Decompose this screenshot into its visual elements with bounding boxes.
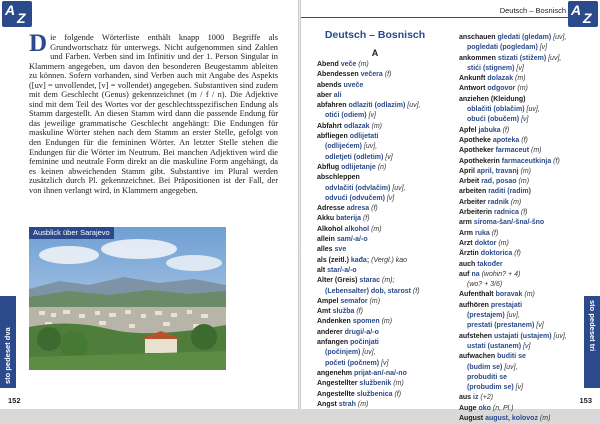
side-tab-label: sto pedeset dva (3, 327, 12, 384)
bosnian-translation: sam/-a/-o (336, 236, 368, 244)
glossary-entry (317, 390, 457, 400)
glossary-entry (459, 146, 584, 156)
glossary-entry (317, 91, 457, 101)
german-word: Andenken (317, 318, 351, 326)
glossary-entry (317, 163, 457, 173)
german-word: Aufenthalt (459, 291, 494, 299)
bosnian-translation: radnica (494, 209, 519, 217)
german-word: Arbeiter (459, 198, 486, 206)
glossary-entry (459, 126, 584, 136)
german-word: Ampel (317, 297, 339, 305)
german-word: abfliegen (317, 133, 348, 141)
glossary-entry (317, 60, 457, 70)
german-word: anschauen (459, 34, 496, 41)
grammar-note: [v] (381, 359, 389, 367)
grammar-note: (m) (515, 75, 526, 83)
german-word: abfahren (317, 102, 347, 110)
german-word: auch (459, 260, 476, 268)
glossary-entry (317, 400, 457, 410)
grammar-note: [v] (523, 342, 531, 350)
grammar-note: (f) (502, 126, 510, 134)
glossary-entry (317, 348, 457, 358)
german-word: aufwachen (459, 353, 496, 361)
glossary-entry (459, 290, 584, 300)
grammar-note: (f) (394, 390, 402, 398)
grammar-note: (m) (539, 414, 551, 422)
grammar-note: (f) (521, 136, 528, 144)
german-word: Angestellter (317, 380, 358, 388)
bosnian-translation: počinjati (350, 339, 379, 347)
german-word: abends (317, 81, 342, 89)
bosnian-translation: oko (478, 404, 491, 412)
german-word: Apothekerin (459, 157, 500, 165)
landscape-illustration (29, 227, 226, 370)
bosnian-translation: odlijetati (349, 133, 379, 141)
grammar-note: (f) (412, 287, 420, 295)
glossary-entry (459, 208, 584, 218)
drop-cap: D (29, 30, 48, 57)
grammar-note: (m) (531, 147, 542, 155)
grammar-note: (f) (356, 308, 363, 316)
bosnian-translation: dolazak (487, 75, 514, 83)
bosnian-translation: odvlačiti (odvlačim) (325, 184, 391, 192)
glossary-entry (459, 115, 584, 125)
glossary-entry (317, 142, 457, 152)
glossary-entry (459, 404, 584, 414)
german-word: August (459, 414, 484, 422)
bosnian-translation: početi (počnem) (325, 359, 380, 367)
german-word: abschleppen (317, 174, 360, 182)
glossary-entry (459, 136, 584, 146)
bosnian-translation: prestati (prestanem) (467, 322, 535, 330)
glossary-entry (317, 70, 457, 80)
intro-text: ie folgende Wörterliste enthält knapp 1000 Begriffe als Grundwortschatz für unterwegs. Nicht aufgenommen sind Zahlen und Farben. Verben sind im Infinitiv und der 1. Person Singular in Klammern angegeben, um davon den besonderen Beugestamm ableiten zu können. Sofern vorhanden, sind Verben auch mit Angabe des Aspekts ([uv] = unvollendet, [v] = vollendet) angegeben. Substantiven sind zudem mit dem Geschlecht (Genus) gekennzeichnet (m / f / n). Die Adjektive sind mit dem Teil des Wortes vor der geschlechtsspezifischen Endung als Stamm dargestellt. An diesen Stamm wird dann die passende Endung für das jeweilige grammatische Geschlecht angehängt: Die Endungen für maskuline Wörter stehen nach dem Stamm an erster Stelle, gefolgt von den Endungen für die femininen Wörter. An letzter Stelle stehen die Endungen für die Wörter im Neutrum. Bei manchen Adjektiven wird die feminine und neutrale Form direkt an die maskuline Form angehängt, da es keinen abweichenden Stamm gibt. Substantive im Plural werden zusätzlich durch Pl. gekennzeichnet. Bei Präpositionen ist der Fall, der von ihnen verlangt wird, in Klammern angegeben. (29, 33, 278, 195)
german-word: alt (317, 266, 326, 274)
bosnian-translation: odletjeti (odletim) (325, 153, 384, 161)
german-word: Auge (459, 404, 477, 412)
bosnian-translation: august, kolovoz (485, 414, 538, 422)
right-page (301, 0, 600, 422)
logo-letter-z: Z (583, 10, 592, 26)
bosnian-translation: april, travanj (476, 167, 519, 175)
glossary-entry (317, 245, 457, 255)
glossary-entry (459, 229, 584, 239)
glossary-entry (459, 332, 584, 342)
glossary-entry (317, 225, 457, 235)
german-word: Ankunft (459, 75, 486, 83)
german-word: Akku (317, 215, 335, 223)
glossary-entry (317, 369, 457, 379)
german-word: Abfahrt (317, 122, 342, 130)
glossary-entry (317, 194, 457, 204)
bosnian-translation: obući (obučem) (467, 116, 520, 124)
glossary-entry (459, 249, 584, 259)
letter-heading: A (371, 48, 379, 58)
bosnian-translation: stići (stignem) (467, 64, 515, 72)
bosnian-translation: farmaceutkinja (501, 157, 552, 165)
glossary-entry (459, 363, 584, 373)
page-number-left: 152 (8, 396, 21, 405)
grammar-note: [uv], (506, 312, 520, 320)
grammar-note: (m) (357, 400, 369, 408)
german-word: anderer (317, 328, 343, 336)
bosnian-translation: rad, posao (481, 178, 517, 186)
glossary-entry (459, 33, 584, 43)
german-word: alles (317, 246, 333, 254)
az-logo (2, 1, 32, 27)
glossary-entry (459, 393, 584, 403)
bosnian-translation: (Lebensalter) dob, starost (325, 287, 411, 295)
grammar-note: (f) (371, 205, 378, 213)
german-word: aufstehen (459, 332, 493, 340)
bosnian-translation: odgovor (487, 85, 516, 93)
grammar-note: [v] (516, 64, 524, 72)
glossary-entry (317, 153, 457, 163)
glossary-entry (459, 383, 584, 393)
bosnian-translation: doktor (474, 239, 497, 247)
side-tab-right (584, 296, 600, 388)
bosnian-translation: doktorica (480, 250, 513, 258)
glossary-entry (459, 218, 584, 228)
header-rule (301, 17, 568, 18)
bosnian-translation: ali (333, 91, 342, 99)
glossary-entry (459, 105, 584, 115)
bosnian-translation: baterija (336, 215, 361, 223)
grammar-note: [uv], (362, 349, 376, 357)
intro-paragraph (29, 30, 278, 195)
glossary-entry (317, 184, 457, 194)
bosnian-translation: spomen (352, 318, 380, 326)
glossary-entry (459, 74, 584, 84)
az-logo-right (568, 1, 598, 27)
glossary-column-2 (459, 33, 584, 424)
bosnian-translation: odlijetanje (341, 163, 376, 171)
bosnian-translation: (odlijećem) (325, 143, 362, 151)
glossary-entry (317, 276, 457, 286)
bosnian-translation: raditi (radim) (488, 188, 531, 196)
bosnian-translation: probuditi se (467, 373, 508, 381)
bosnian-translation: (prestajem) (467, 312, 505, 320)
grammar-note: (f) (553, 157, 560, 165)
glossary-entry (317, 256, 457, 266)
glossary-entry (459, 311, 584, 321)
glossary-entry (459, 95, 584, 105)
bosnian-translation: starac (359, 277, 381, 285)
glossary-entry (459, 43, 584, 53)
bosnian-translation: (probudim se) (467, 384, 514, 392)
bosnian-translation: boravak (495, 291, 523, 299)
glossary-entry (459, 239, 584, 249)
bosnian-translation: služba (332, 308, 355, 316)
glossary-entry (317, 266, 457, 276)
logo-letter-z: Z (17, 10, 26, 26)
photo-caption: Ausblick über Sarajevo (29, 227, 114, 239)
bosnian-translation: odvući (odvučem) (325, 194, 385, 202)
grammar-note: (m) (510, 198, 522, 206)
german-word: Apotheker (459, 147, 494, 155)
glossary-entry (317, 338, 457, 348)
german-word: aber (317, 91, 332, 99)
grammar-note: [uv], (363, 143, 378, 151)
bosnian-translation: star/-a/-o (327, 266, 357, 274)
grammar-note: (m) (517, 85, 528, 93)
german-word: Abend (317, 61, 339, 68)
bosnian-translation: gledati (gledam) (497, 34, 552, 41)
grammar-note: (f) (384, 71, 392, 79)
bosnian-translation: radnik (487, 198, 509, 206)
german-word: ankommen (459, 54, 496, 62)
glossary-entry (459, 321, 584, 331)
glossary-entry (459, 270, 584, 280)
running-head (301, 0, 600, 26)
bosnian-translation: semafor (340, 297, 368, 305)
bosnian-translation: buditi se (497, 353, 526, 361)
glossary-entry (459, 177, 584, 187)
grammar-note: [uv], (553, 332, 567, 340)
german-word: Ärztin (459, 250, 479, 258)
bosnian-translation: drugi/-a/-o (344, 328, 379, 336)
grammar-note: [uv], (407, 102, 421, 110)
bosnian-translation: službenica (356, 390, 393, 398)
bosnian-translation: odlaziti (odlazim) (348, 102, 406, 110)
left-page (0, 0, 298, 409)
grammar-note: (m) (381, 318, 393, 326)
glossary-entry (317, 235, 457, 245)
german-word: Amt (317, 308, 331, 316)
side-tab-label: sto pedeset tri (588, 300, 597, 352)
grammar-note: [v] (385, 153, 393, 161)
bosnian-translation: također (477, 260, 503, 268)
glossary-entry (459, 301, 584, 311)
grammar-note: (wohin? + 4) (481, 270, 521, 278)
glossary-entry (317, 132, 457, 142)
grammar-note: (m) (520, 167, 531, 175)
bosnian-translation: (počinjem) (325, 349, 361, 357)
german-word: Abflug (317, 163, 340, 171)
grammar-note: (Vergl.) kao (371, 256, 408, 264)
german-word: anziehen (Kleidung) (459, 95, 526, 103)
glossary-entry (459, 64, 584, 74)
grammar-note: (m) (369, 297, 381, 305)
bosnian-translation: uveče (343, 81, 364, 89)
grammar-note: (m) (518, 178, 530, 186)
grammar-note: [v] (368, 112, 376, 120)
logo-letter-a: A (5, 2, 16, 18)
grammar-note: (f) (514, 250, 521, 258)
german-word: Apotheke (459, 136, 491, 144)
german-word: allein (317, 236, 335, 244)
bosnian-translation: alkohol (344, 225, 370, 233)
bosnian-translation: siroma-šan/-šna/-šno (473, 219, 545, 227)
german-word: Apfel (459, 126, 477, 134)
bosnian-translation: oblačiti (oblačim) (467, 106, 525, 114)
bosnian-translation: pogledati (pogledam) (467, 44, 538, 52)
glossary-entry (459, 187, 584, 197)
glossary-entry (459, 84, 584, 94)
glossary-entry (317, 328, 457, 338)
glossary-entry (459, 167, 584, 177)
grammar-note: [v] (515, 384, 524, 392)
glossary-entry (459, 342, 584, 352)
grammar-note: (m) (371, 122, 382, 130)
grammar-note: [uv], (504, 363, 518, 371)
glossary-entry (317, 307, 457, 317)
grammar-note: [uv], (392, 184, 406, 192)
german-word: arm (459, 219, 472, 227)
bosnian-translation: kađa; (350, 256, 370, 264)
grammar-note: (f) (491, 229, 499, 237)
grammar-note: (m) (524, 291, 535, 299)
glossary-entry (459, 157, 584, 167)
bosnian-translation: večera (360, 71, 383, 79)
glossary-entry (459, 373, 584, 383)
bosnian-translation: prijat-an/-na/-no (353, 369, 407, 377)
german-word: aus (459, 394, 472, 402)
grammar-note: [uv], (553, 34, 567, 41)
german-word: aufhören (459, 301, 489, 309)
glossary-entry (317, 173, 457, 183)
german-word: Angestellte (317, 390, 355, 398)
bosnian-translation: veče (340, 61, 357, 68)
glossary-entry (317, 297, 457, 307)
page-number-right: 153 (579, 396, 592, 405)
bosnian-translation: ustajati (ustajem) (494, 332, 552, 340)
german-word: Alkohol (317, 225, 343, 233)
grammar-note: (m) (358, 61, 369, 68)
german-word: Arm (459, 229, 474, 237)
german-word: Antwort (459, 85, 486, 93)
glossary-entry (317, 111, 457, 121)
bosnian-translation: sve (334, 246, 347, 254)
bosnian-translation: na (471, 270, 480, 278)
sarajevo-photo (29, 227, 226, 370)
grammar-note: [uv], (526, 106, 540, 114)
grammar-note: [uv], (548, 54, 562, 62)
german-word: anfangen (317, 339, 349, 347)
grammar-note: [v] (536, 322, 544, 330)
grammar-note: [v] (539, 44, 548, 52)
bosnian-translation: farmaceut (495, 147, 530, 155)
bosnian-translation: ruka (474, 229, 490, 237)
bosnian-translation: ustati (ustanem) (467, 342, 522, 350)
german-word: angenehm (317, 369, 353, 377)
glossary-entry (459, 198, 584, 208)
german-word: Adresse (317, 205, 345, 213)
grammar-note: (m); (382, 277, 395, 285)
bosnian-translation: otići (odiem) (325, 112, 367, 120)
grammar-note: (f) (520, 209, 528, 217)
german-word: Abendessen (317, 71, 359, 79)
bosnian-translation: apoteka (492, 136, 520, 144)
glossary-entry (459, 352, 584, 362)
glossary-entry (317, 359, 457, 369)
glossary-entry (317, 204, 457, 214)
glossary-entry (317, 379, 457, 389)
glossary-column-1 (317, 60, 457, 410)
side-tab-left (0, 296, 16, 388)
bosnian-translation: odlazak (343, 122, 370, 130)
grammar-note: (m) (393, 380, 404, 388)
logo-letter-a: A (571, 2, 582, 18)
grammar-note: [v] (386, 194, 395, 202)
bosnian-translation: (budim se) (467, 363, 503, 371)
bosnian-translation: službenik (359, 380, 392, 388)
german-word: April (459, 167, 475, 175)
glossary-entry (317, 122, 457, 132)
german-word: arbeiten (459, 188, 487, 196)
grammar-note: (n, Pl.) (492, 404, 514, 412)
german-word: Angst (317, 400, 337, 408)
glossary-entry (317, 287, 457, 297)
german-word: Arbeiterin (459, 209, 493, 217)
german-word: Alter (Greis) (317, 277, 358, 285)
glossary-entry (317, 101, 457, 111)
bosnian-translation: jabuka (478, 126, 501, 134)
german-word: Arzt (459, 239, 473, 247)
grammar-note: [v] (521, 116, 529, 124)
glossary-entry (459, 260, 584, 270)
glossary-entry (317, 317, 457, 327)
grammar-note: (f) (362, 215, 370, 223)
glossary-entry (459, 414, 584, 424)
bosnian-translation: adresa (346, 205, 370, 213)
running-head-label: Deutsch – Bosnisch (499, 6, 566, 15)
glossary-entry (459, 280, 584, 290)
bosnian-translation: stizati (stižem) (497, 54, 547, 62)
glossary-entry (317, 81, 457, 91)
grammar-note: (m) (371, 225, 382, 233)
grammar-note: (n) (377, 163, 387, 171)
bosnian-translation: strah (338, 400, 356, 408)
german-word: auf (459, 270, 470, 278)
grammar-note: (m) (498, 239, 509, 247)
bosnian-translation: prestajati (490, 301, 523, 309)
grammar-note: (+2) (480, 394, 494, 402)
grammar-note: (wo? + 3/6) (467, 281, 503, 289)
german-word: als (zeitl.) (317, 256, 349, 264)
glossary-entry (317, 214, 457, 224)
section-title: Deutsch – Bosnisch (324, 29, 426, 41)
glossary-entry (459, 54, 584, 64)
bosnian-translation: iz (473, 394, 479, 402)
german-word: Arbeit (459, 178, 480, 186)
